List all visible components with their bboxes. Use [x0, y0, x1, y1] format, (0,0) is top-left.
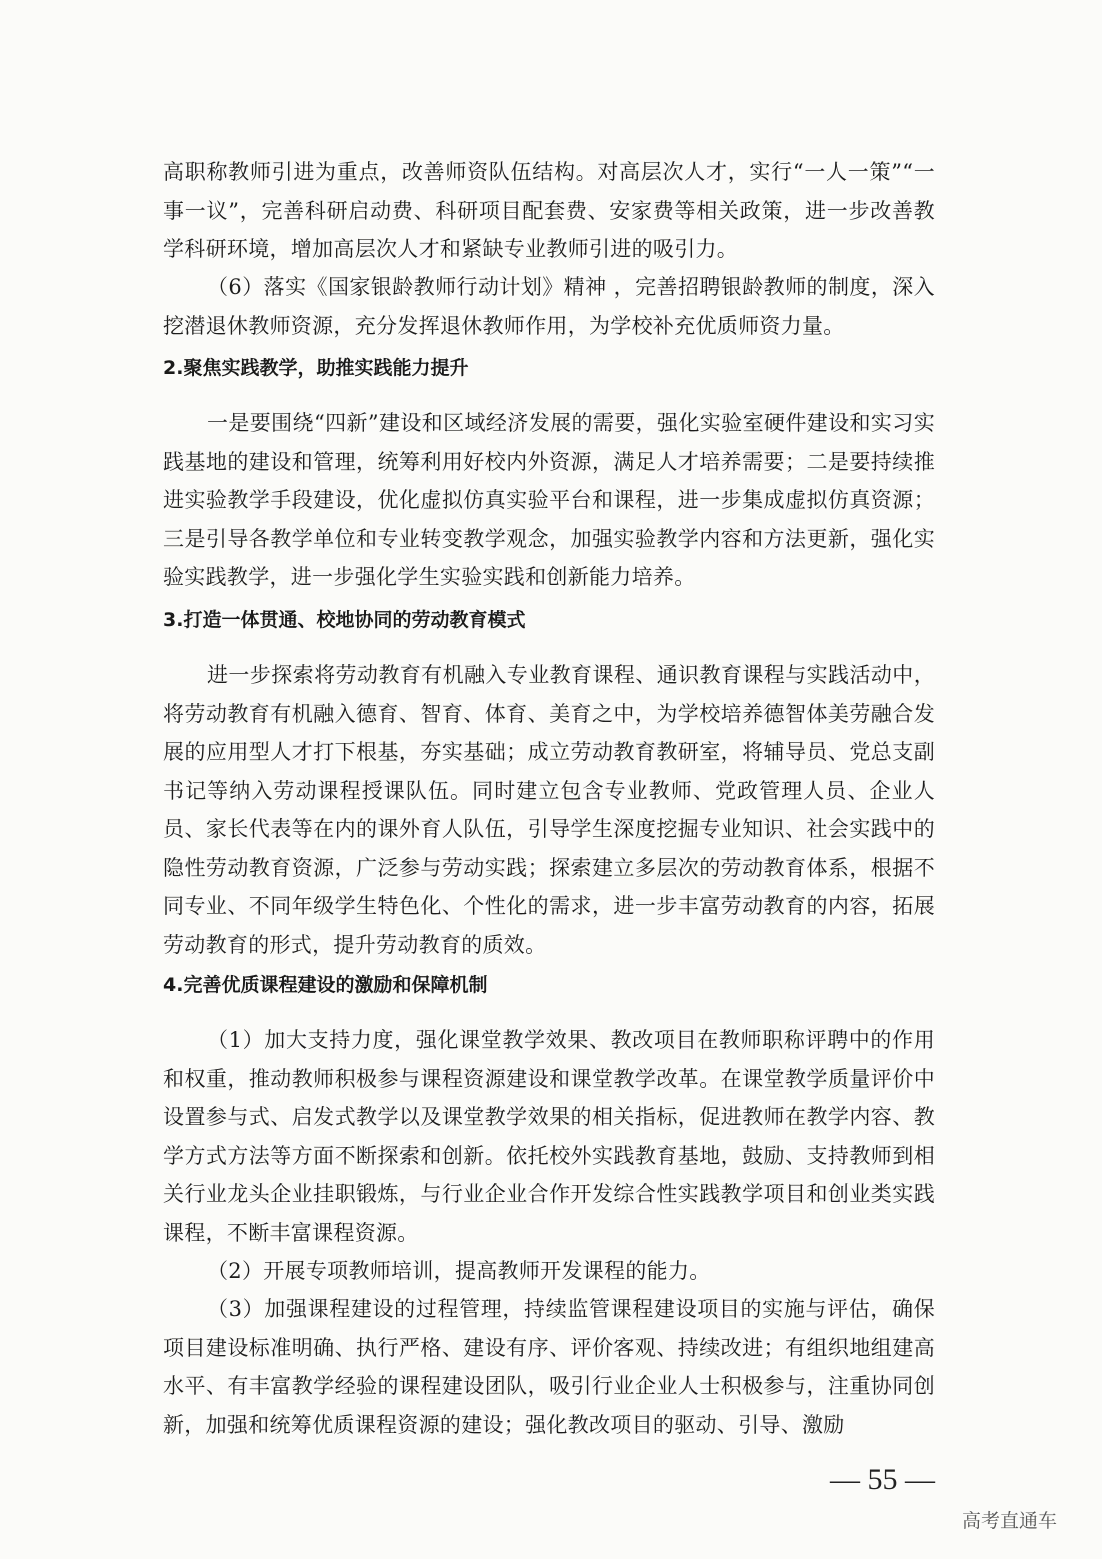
paragraph-labor-education: 进一步探索将劳动教育有机融入专业教育课程、通识教育课程与实践活动中，将劳动教育有机融入德育、智育、体育、美育之中，为学校培养德智体美劳融合发展的应用型人才打下根基，夯实基础；成立劳动教育教研室，将辅导员、党总支副书记等纳入劳动课程授课队伍。同时建立包含专业教师、党政管理人员、企业人员、家长代表等在内的课外育人队伍，引导学生深度挖掘专业知识、社会实践中的隐性劳动教育资源，广泛参与劳动实践；探索建立多层次的劳动教育体系，根据不同专业、不同年级学生特色化、个性化的需求，进一步丰富劳动教育的内容，拓展劳动教育的形式，提升劳动教育的质效。	[163, 663, 935, 957]
paragraph-process-management: （3）加强课程建设的过程管理，持续监管课程建设项目的实施与评估，确保项目建设标准明确、执行严格、建设有序、评价客观、持续改进；有组织地组建高水平、有丰富教学经验的课程建设团队，吸引行业企业人士积极参与，注重协同创新，加强和统筹优质课程资源的建设；强化教改项目的驱动、引导、激励	[163, 1297, 935, 1437]
paragraph-support-strength: （1）加大支持力度，强化课堂教学效果、教改项目在教师职称评聘中的作用和权重，推动教师积极参与课程资源建设和课堂教学改革。在课堂教学质量评价中设置参与式、启发式教学以及课堂教学效果的相关指标，促进教师在教学内容、教学方式方法等方面不断探索和创新。依托校外实践教育基地，鼓励、支持教师到相关行业龙头企业挂职锻炼，与行业企业合作开发综合性实践教学项目和创业类实践课程，不断丰富课程资源。	[163, 1028, 935, 1245]
section-heading-practice-teaching: 2.聚焦实践教学，助推实践能力提升	[163, 357, 469, 379]
watermark-text: 高考直通车	[962, 1510, 1058, 1532]
paragraph-teacher-training: （2）开展专项教师培训，提高教师开发课程的能力。	[207, 1259, 711, 1283]
page-number: — 55 —	[830, 1463, 935, 1496]
section-heading-course-incentives: 4.完善优质课程建设的激励和保障机制	[163, 974, 488, 996]
paragraph-silver-teacher-plan: （6）落实《国家银龄教师行动计划》精神 ，完善招聘银龄教师的制度，深入挖潜退休教师资源，充分发挥退休教师作用，为学校补充优质师资力量。	[163, 275, 935, 338]
section-heading-labor-education: 3.打造一体贯通、校地协同的劳动教育模式	[163, 609, 526, 631]
paragraph-talent-introduction: 高职称教师引进为重点，改善师资队伍结构。对高层次人才，实行“一人一策”“一事一议”，完善科研启动费、科研项目配套费、安家费等相关政策，进一步改善教学科研环境，增加高层次人才和紧缺专业教师引进的吸引力。	[163, 160, 935, 261]
paragraph-practice-teaching: 一是要围绕“四新”建设和区域经济发展的需要，强化实验室硬件建设和实习实践基地的建设和管理，统筹利用好校内外资源，满足人才培养需要；二是要持续推进实验教学手段建设，优化虚拟仿真实验平台和课程，进一步集成虚拟仿真资源；三是引导各教学单位和专业转变教学观念，加强实验教学内容和方法更新，强化实验实践教学，进一步强化学生实验实践和创新能力培养。	[163, 411, 935, 589]
